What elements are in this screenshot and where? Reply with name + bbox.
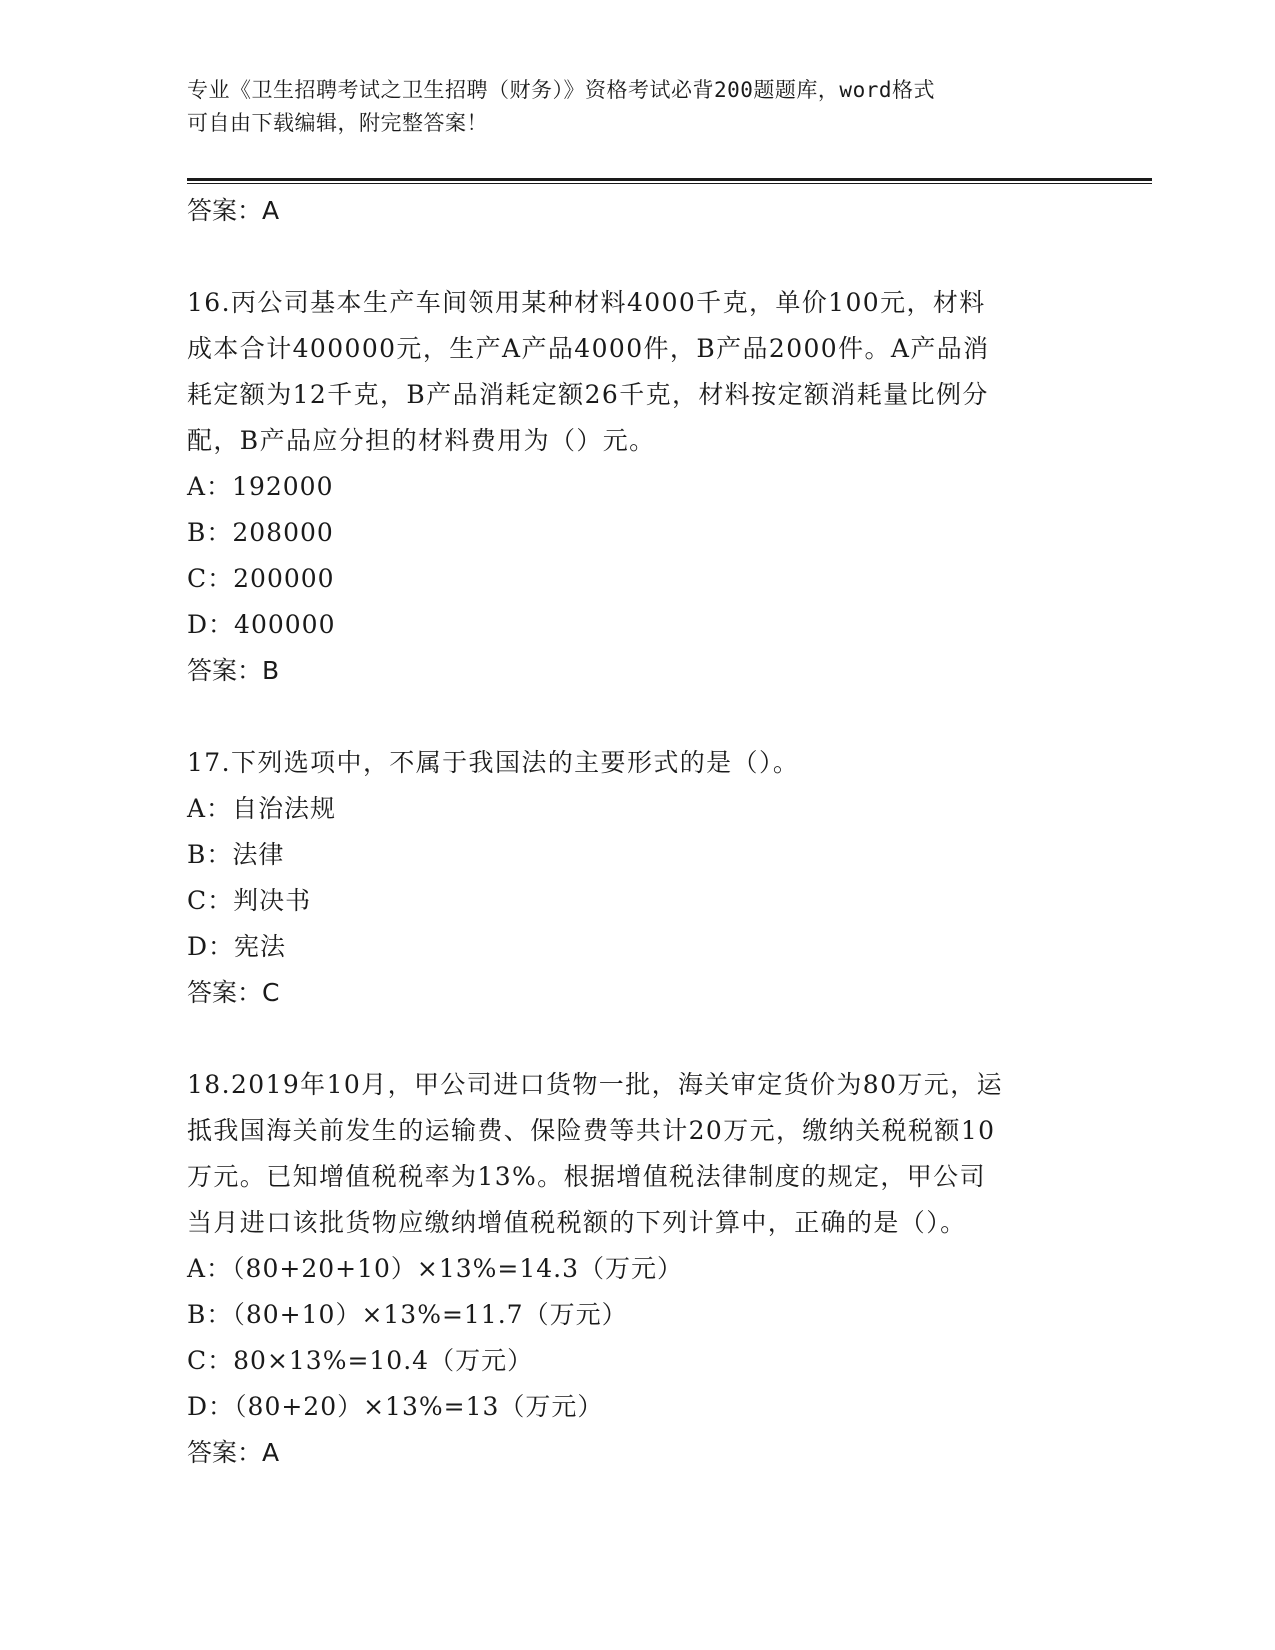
- question-list: [187, 188, 1087, 1476]
- answer-line: 答案：B: [187, 656, 280, 685]
- spacer: [187, 1016, 1087, 1062]
- option-b: B：法律: [187, 840, 285, 869]
- stem-line: 万元。已知增值税税率为13%。根据增值税法律制度的规定，甲公司: [187, 1162, 986, 1191]
- stem-line: 17.下列选项中，不属于我国法的主要形式的是（）。: [187, 748, 800, 777]
- question-stem: [187, 740, 1087, 786]
- question-stem: [187, 280, 1087, 464]
- previous-answer: 答案：A: [187, 196, 280, 225]
- header-divider-thick: [187, 178, 1152, 181]
- option-b: B：（80+10）×13%=11.7（万元）: [187, 1300, 628, 1329]
- question-17: [187, 740, 1087, 1016]
- spacer: [187, 694, 1087, 740]
- question-16: [187, 280, 1087, 694]
- option-c: C：200000: [187, 564, 335, 593]
- stem-line: 耗定额为12千克，B产品消耗定额26千克，材料按定额消耗量比例分: [187, 380, 989, 409]
- question-18: [187, 1062, 1087, 1476]
- stem-line: 抵我国海关前发生的运输费、保险费等共计20万元，缴纳关税税额10: [187, 1116, 996, 1145]
- option-d: D：400000: [187, 610, 336, 639]
- answer-line: 答案：A: [187, 1438, 280, 1467]
- answer-line: 答案：C: [187, 978, 280, 1007]
- option-a: A：（80+20+10）×13%=14.3（万元）: [187, 1254, 684, 1283]
- document-header: [187, 74, 1067, 140]
- option-c: C：80×13%=10.4（万元）: [187, 1346, 534, 1375]
- header-line-2: 可自由下载编辑，附完整答案！: [187, 111, 488, 135]
- header-divider-thin: [187, 183, 1152, 184]
- option-a: A：自治法规: [187, 794, 337, 823]
- stem-line: 18.2019年10月，甲公司进口货物一批，海关审定货价为80万元，运: [187, 1070, 1004, 1099]
- option-d: D：（80+20）×13%=13（万元）: [187, 1392, 604, 1421]
- stem-line: 配，B产品应分担的材料费用为（）元。: [187, 426, 656, 455]
- stem-line: 16.丙公司基本生产车间领用某种材料4000千克，单价100元，材料: [187, 288, 986, 317]
- option-a: A：192000: [187, 472, 334, 501]
- stem-line: 成本合计400000元，生产A产品4000件，B产品2000件。A产品消: [187, 334, 990, 363]
- option-d: D：宪法: [187, 932, 287, 961]
- spacer: [187, 234, 1087, 280]
- question-stem: [187, 1062, 1087, 1246]
- stem-line: 当月进口该批货物应缴纳增值税税额的下列计算中，正确的是（）。: [187, 1208, 967, 1237]
- option-c: C：判决书: [187, 886, 312, 915]
- header-line-1: 专业《卫生招聘考试之卫生招聘（财务）》资格考试必背200题题库，word格式: [187, 78, 935, 102]
- option-b: B：208000: [187, 518, 334, 547]
